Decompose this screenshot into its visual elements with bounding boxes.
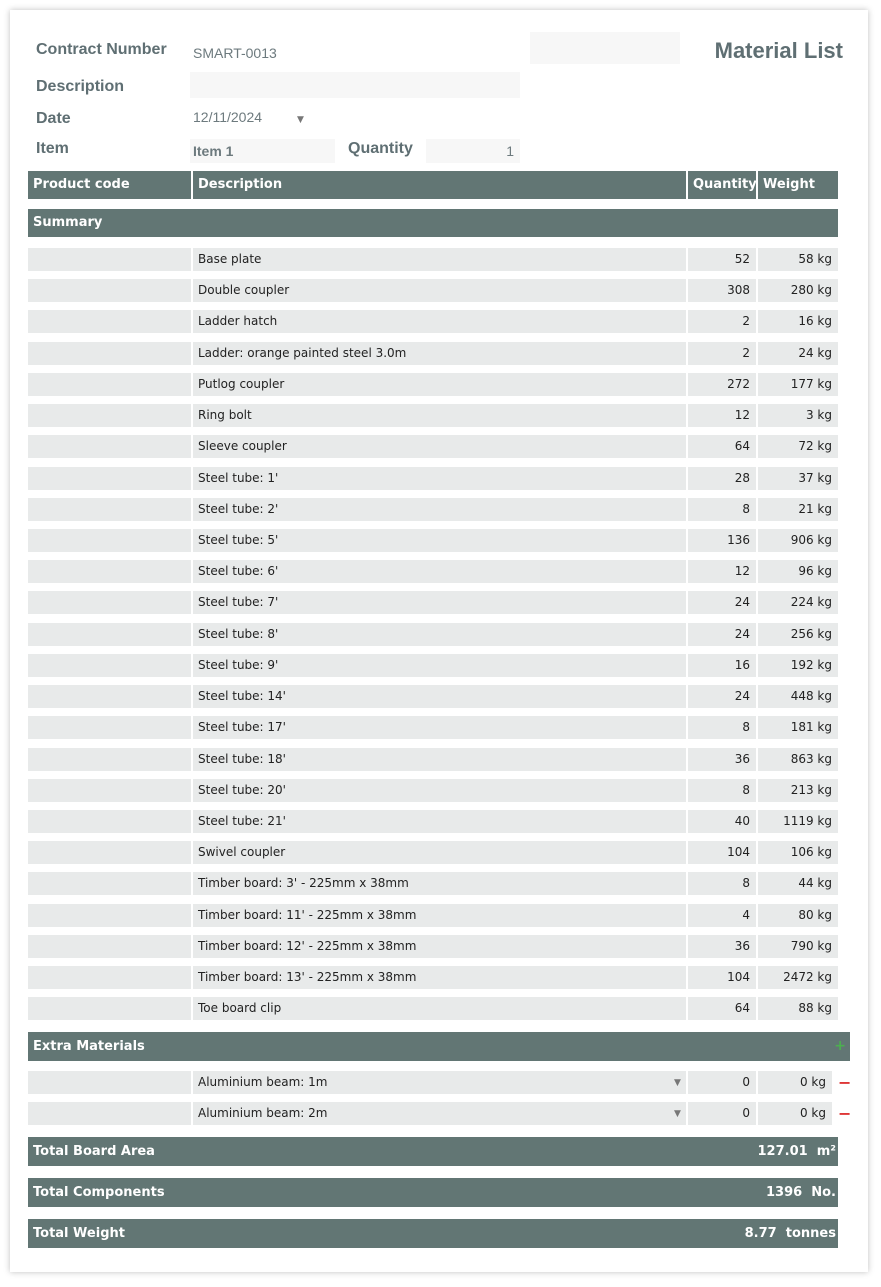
extra-row-description-select[interactable]: Aluminium beam: 2m: [193, 1102, 686, 1125]
extra-row-quantity-input[interactable]: 0: [688, 1102, 756, 1125]
column-header-quantity: Quantity: [688, 171, 756, 199]
table-row-weight: 44 kg: [758, 872, 838, 895]
table-row-weight: 58 kg: [758, 248, 838, 271]
table-row-weight: 88 kg: [758, 997, 838, 1020]
table-row-quantity: 64: [688, 435, 756, 458]
table-row-quantity: 8: [688, 716, 756, 739]
table-row-weight: 96 kg: [758, 560, 838, 583]
extra-row-product-code: [28, 1102, 191, 1125]
remove-extra-material-button[interactable]: −: [838, 1104, 852, 1123]
quantity-label: Quantity: [348, 140, 413, 157]
total-weight-label: Total Weight: [33, 1226, 125, 1241]
table-row-quantity: 64: [688, 997, 756, 1020]
table-row-quantity: 16: [688, 654, 756, 677]
table-row-quantity: 12: [688, 560, 756, 583]
table-row-description: Ladder: orange painted steel 3.0m: [193, 342, 686, 365]
table-row-weight: 16 kg: [758, 310, 838, 333]
quantity-input[interactable]: 1: [506, 143, 514, 159]
item-label: Item: [36, 140, 69, 157]
total-board-area-value: [758, 1137, 836, 1166]
table-row-weight: 224 kg: [758, 591, 838, 614]
table-row-quantity: 4: [688, 904, 756, 927]
table-row-quantity: 24: [688, 591, 756, 614]
table-row-quantity: 8: [688, 779, 756, 802]
extra-row-weight: 0 kg: [758, 1102, 832, 1125]
table-row-description: Sleeve coupler: [193, 435, 686, 458]
table-row-quantity: 104: [688, 966, 756, 989]
table-row-description: Steel tube: 18': [193, 748, 686, 771]
description-label: Description: [36, 78, 125, 95]
table-row-description: Timber board: 13' - 225mm x 38mm: [193, 966, 686, 989]
page-title: Material List: [714, 38, 843, 63]
table-row-product-code: [28, 560, 191, 583]
column-header-description: Description: [193, 171, 686, 199]
table-row-product-code: [28, 966, 191, 989]
table-row-weight: 181 kg: [758, 716, 838, 739]
total-weight-bar: [28, 1219, 838, 1248]
table-row-quantity: 308: [688, 279, 756, 302]
table-row-description: Ladder hatch: [193, 310, 686, 333]
table-row-weight: 213 kg: [758, 779, 838, 802]
table-row-product-code: [28, 279, 191, 302]
table-row-description: Steel tube: 14': [193, 685, 686, 708]
contract-number-label: Contract Number: [36, 41, 167, 58]
table-row-quantity: 24: [688, 623, 756, 646]
chevron-down-icon[interactable]: ▼: [297, 115, 304, 125]
summary-section-header: Summary: [28, 209, 838, 237]
total-components-bar: [28, 1178, 838, 1207]
table-row-product-code: [28, 997, 191, 1020]
date-label: Date: [36, 110, 71, 127]
table-row-description: Steel tube: 5': [193, 529, 686, 552]
table-row-product-code: [28, 310, 191, 333]
table-row-quantity: 272: [688, 373, 756, 396]
table-row-product-code: [28, 404, 191, 427]
total-weight-value: [745, 1219, 836, 1248]
table-row-weight: 280 kg: [758, 279, 838, 302]
table-row-product-code: [28, 498, 191, 521]
table-row-product-code: [28, 591, 191, 614]
table-row-weight: 21 kg: [758, 498, 838, 521]
total-components-value: [766, 1178, 836, 1207]
table-row-product-code: [28, 467, 191, 490]
table-row-description: Timber board: 12' - 225mm x 38mm: [193, 935, 686, 958]
remove-extra-material-button[interactable]: −: [838, 1073, 852, 1092]
total-weight-unit: tonnes: [785, 1226, 836, 1241]
table-row-weight: 192 kg: [758, 654, 838, 677]
table-row-product-code: [28, 342, 191, 365]
table-row-description: Toe board clip: [193, 997, 686, 1020]
extra-row-product-code: [28, 1071, 191, 1094]
table-row-product-code: [28, 373, 191, 396]
table-row-weight: 448 kg: [758, 685, 838, 708]
table-row-quantity: 28: [688, 467, 756, 490]
table-row-product-code: [28, 872, 191, 895]
table-row-product-code: [28, 529, 191, 552]
table-row-quantity: 36: [688, 935, 756, 958]
table-row-quantity: 136: [688, 529, 756, 552]
chevron-down-icon[interactable]: ▼: [674, 1109, 681, 1119]
table-row-description: Steel tube: 2': [193, 498, 686, 521]
table-row-product-code: [28, 779, 191, 802]
description-input[interactable]: [190, 72, 520, 98]
total-board-area-bar: [28, 1137, 838, 1166]
table-row-description: Swivel coupler: [193, 841, 686, 864]
table-row-description: Steel tube: 21': [193, 810, 686, 833]
table-row-description: Steel tube: 6': [193, 560, 686, 583]
table-row-product-code: [28, 654, 191, 677]
item-input[interactable]: Item 1: [193, 143, 234, 159]
table-row-product-code: [28, 685, 191, 708]
table-row-weight: 1119 kg: [758, 810, 838, 833]
date-picker[interactable]: 12/11/2024: [193, 109, 263, 125]
contract-number-value: SMART-0013: [193, 45, 277, 61]
table-row-quantity: 12: [688, 404, 756, 427]
table-row-product-code: [28, 716, 191, 739]
table-row-quantity: 2: [688, 310, 756, 333]
column-header-weight: Weight: [758, 171, 838, 199]
table-row-weight: 177 kg: [758, 373, 838, 396]
table-row-weight: 80 kg: [758, 904, 838, 927]
extra-row-weight: 0 kg: [758, 1071, 832, 1094]
table-row-weight: 2472 kg: [758, 966, 838, 989]
table-row-product-code: [28, 810, 191, 833]
total-components-number: 1396: [766, 1185, 803, 1200]
table-row-product-code: [28, 841, 191, 864]
table-row-quantity: 36: [688, 748, 756, 771]
add-extra-material-button[interactable]: +: [834, 1038, 846, 1054]
table-row-weight: 37 kg: [758, 467, 838, 490]
table-row-product-code: [28, 904, 191, 927]
column-header-product-code: Product code: [28, 171, 191, 199]
table-row-description: Steel tube: 9': [193, 654, 686, 677]
table-row-description: Double coupler: [193, 279, 686, 302]
total-board-area-label: Total Board Area: [33, 1144, 155, 1159]
table-row-weight: 256 kg: [758, 623, 838, 646]
table-row-quantity: 52: [688, 248, 756, 271]
table-row-product-code: [28, 248, 191, 271]
table-row-quantity: 40: [688, 810, 756, 833]
table-row-weight: 106 kg: [758, 841, 838, 864]
table-row-description: Putlog coupler: [193, 373, 686, 396]
extra-materials-label: Extra Materials: [33, 1039, 145, 1054]
table-row-description: Steel tube: 1': [193, 467, 686, 490]
total-board-area-number: 127.01: [757, 1144, 808, 1159]
table-row-description: Timber board: 3' - 225mm x 38mm: [193, 872, 686, 895]
table-row-weight: 906 kg: [758, 529, 838, 552]
table-row-quantity: 2: [688, 342, 756, 365]
total-components-unit: No.: [811, 1185, 836, 1200]
table-row-description: Base plate: [193, 248, 686, 271]
table-row-quantity: 24: [688, 685, 756, 708]
table-row-description: Steel tube: 17': [193, 716, 686, 739]
table-row-quantity: 104: [688, 841, 756, 864]
table-row-weight: 3 kg: [758, 404, 838, 427]
table-row-product-code: [28, 935, 191, 958]
table-row-product-code: [28, 623, 191, 646]
title-field-bg: [530, 32, 680, 64]
table-row-weight: 863 kg: [758, 748, 838, 771]
total-components-label: Total Components: [33, 1185, 165, 1200]
extra-materials-header: [28, 1032, 850, 1061]
table-row-weight: 790 kg: [758, 935, 838, 958]
total-weight-number: 8.77: [744, 1226, 777, 1241]
table-row-product-code: [28, 435, 191, 458]
extra-row-quantity-input[interactable]: 0: [688, 1071, 756, 1094]
table-row-weight: 24 kg: [758, 342, 838, 365]
table-row-quantity: 8: [688, 872, 756, 895]
total-board-area-unit: m²: [816, 1144, 836, 1159]
table-row-quantity: 8: [688, 498, 756, 521]
extra-row-description-select[interactable]: Aluminium beam: 1m: [193, 1071, 686, 1094]
table-row-description: Steel tube: 20': [193, 779, 686, 802]
table-row-description: Ring bolt: [193, 404, 686, 427]
chevron-down-icon[interactable]: ▼: [674, 1078, 681, 1088]
table-row-product-code: [28, 748, 191, 771]
table-row-description: Timber board: 11' - 225mm x 38mm: [193, 904, 686, 927]
table-row-weight: 72 kg: [758, 435, 838, 458]
table-row-description: Steel tube: 7': [193, 591, 686, 614]
table-row-description: Steel tube: 8': [193, 623, 686, 646]
